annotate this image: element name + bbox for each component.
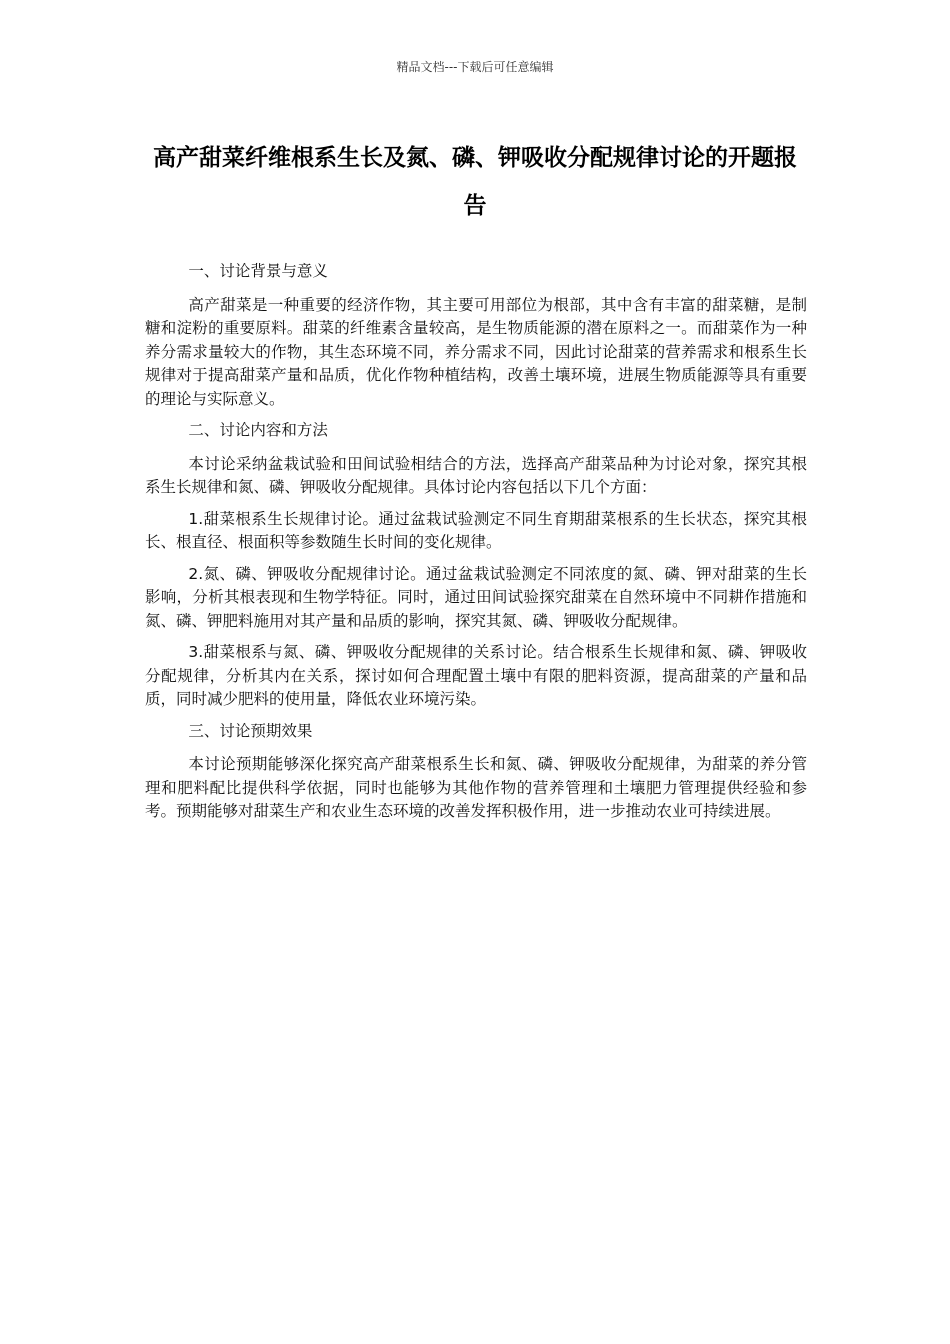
document-body — [145, 260, 807, 832]
paragraph: 3.甜菜根系与氮、磷、钾吸收分配规律的关系讨论。结合根系生长规律和氮、磷、钾吸收分配规律，分析其内在关系，探讨如何合理配置土壤中有限的肥料资源，提高甜菜的产量和品质，同时减少肥料的使用量，降低农业环境污染。 — [145, 643, 807, 708]
section-heading: 三、讨论预期效果 — [188, 721, 313, 740]
header-note: 精品文档---下载后可任意编辑 — [396, 60, 554, 74]
paragraph: 本讨论采纳盆栽试验和田间试验相结合的方法，选择高产甜菜品种为讨论对象，探究其根系生长规律和氮、磷、钾吸收分配规律。具体讨论内容包括以下几个方面： — [145, 454, 807, 496]
paragraph: 本讨论预期能够深化探究高产甜菜根系生长和氮、磷、钾吸收分配规律，为甜菜的养分管理和肥料配比提供科学依据，同时也能够为其他作物的营养管理和土壤肥力管理提供经验和参考。预期能够对甜菜生产和农业生态环境的改善发挥积极作用，进一步推动农业可持续进展。 — [145, 755, 807, 820]
section-heading: 一、讨论背景与意义 — [188, 262, 328, 280]
paragraph: 高产甜菜是一种重要的经济作物，其主要可用部位为根部，其中含有丰富的甜菜糖，是制糖和淀粉的重要原料。甜菜的纤维素含量较高，是生物质能源的潜在原料之一。而甜菜作为一种养分需求量较大的作物，其生态环境不同，养分需求不同，因此讨论甜菜的营养需求和根系生长规律对于提高甜菜产量和品质，优化作物种植结构，改善土壤环境，进展生物质能源等具有重要的理论与实际意义。 — [145, 295, 807, 408]
document-title: 高产甜菜纤维根系生长及氮、磷、钾吸收分配规律讨论的开题报告 — [153, 145, 797, 219]
paragraph: 1.甜菜根系生长规律讨论。通过盆栽试验测定不同生育期甜菜根系的生长状态，探究其根长、根直径、根面积等参数随生长时间的变化规律。 — [145, 509, 807, 551]
paragraph: 2.氮、磷、钾吸收分配规律讨论。通过盆栽试验测定不同浓度的氮、磷、钾对甜菜的生长影响，分析其根表现和生物学特征。同时，通过田间试验探究甜菜在自然环境中不同耕作措施和氮、磷、钾肥料施用对其产量和品质的影响，探究其氮、磷、钾吸收分配规律。 — [145, 564, 807, 630]
section-heading: 二、讨论内容和方法 — [188, 421, 328, 439]
